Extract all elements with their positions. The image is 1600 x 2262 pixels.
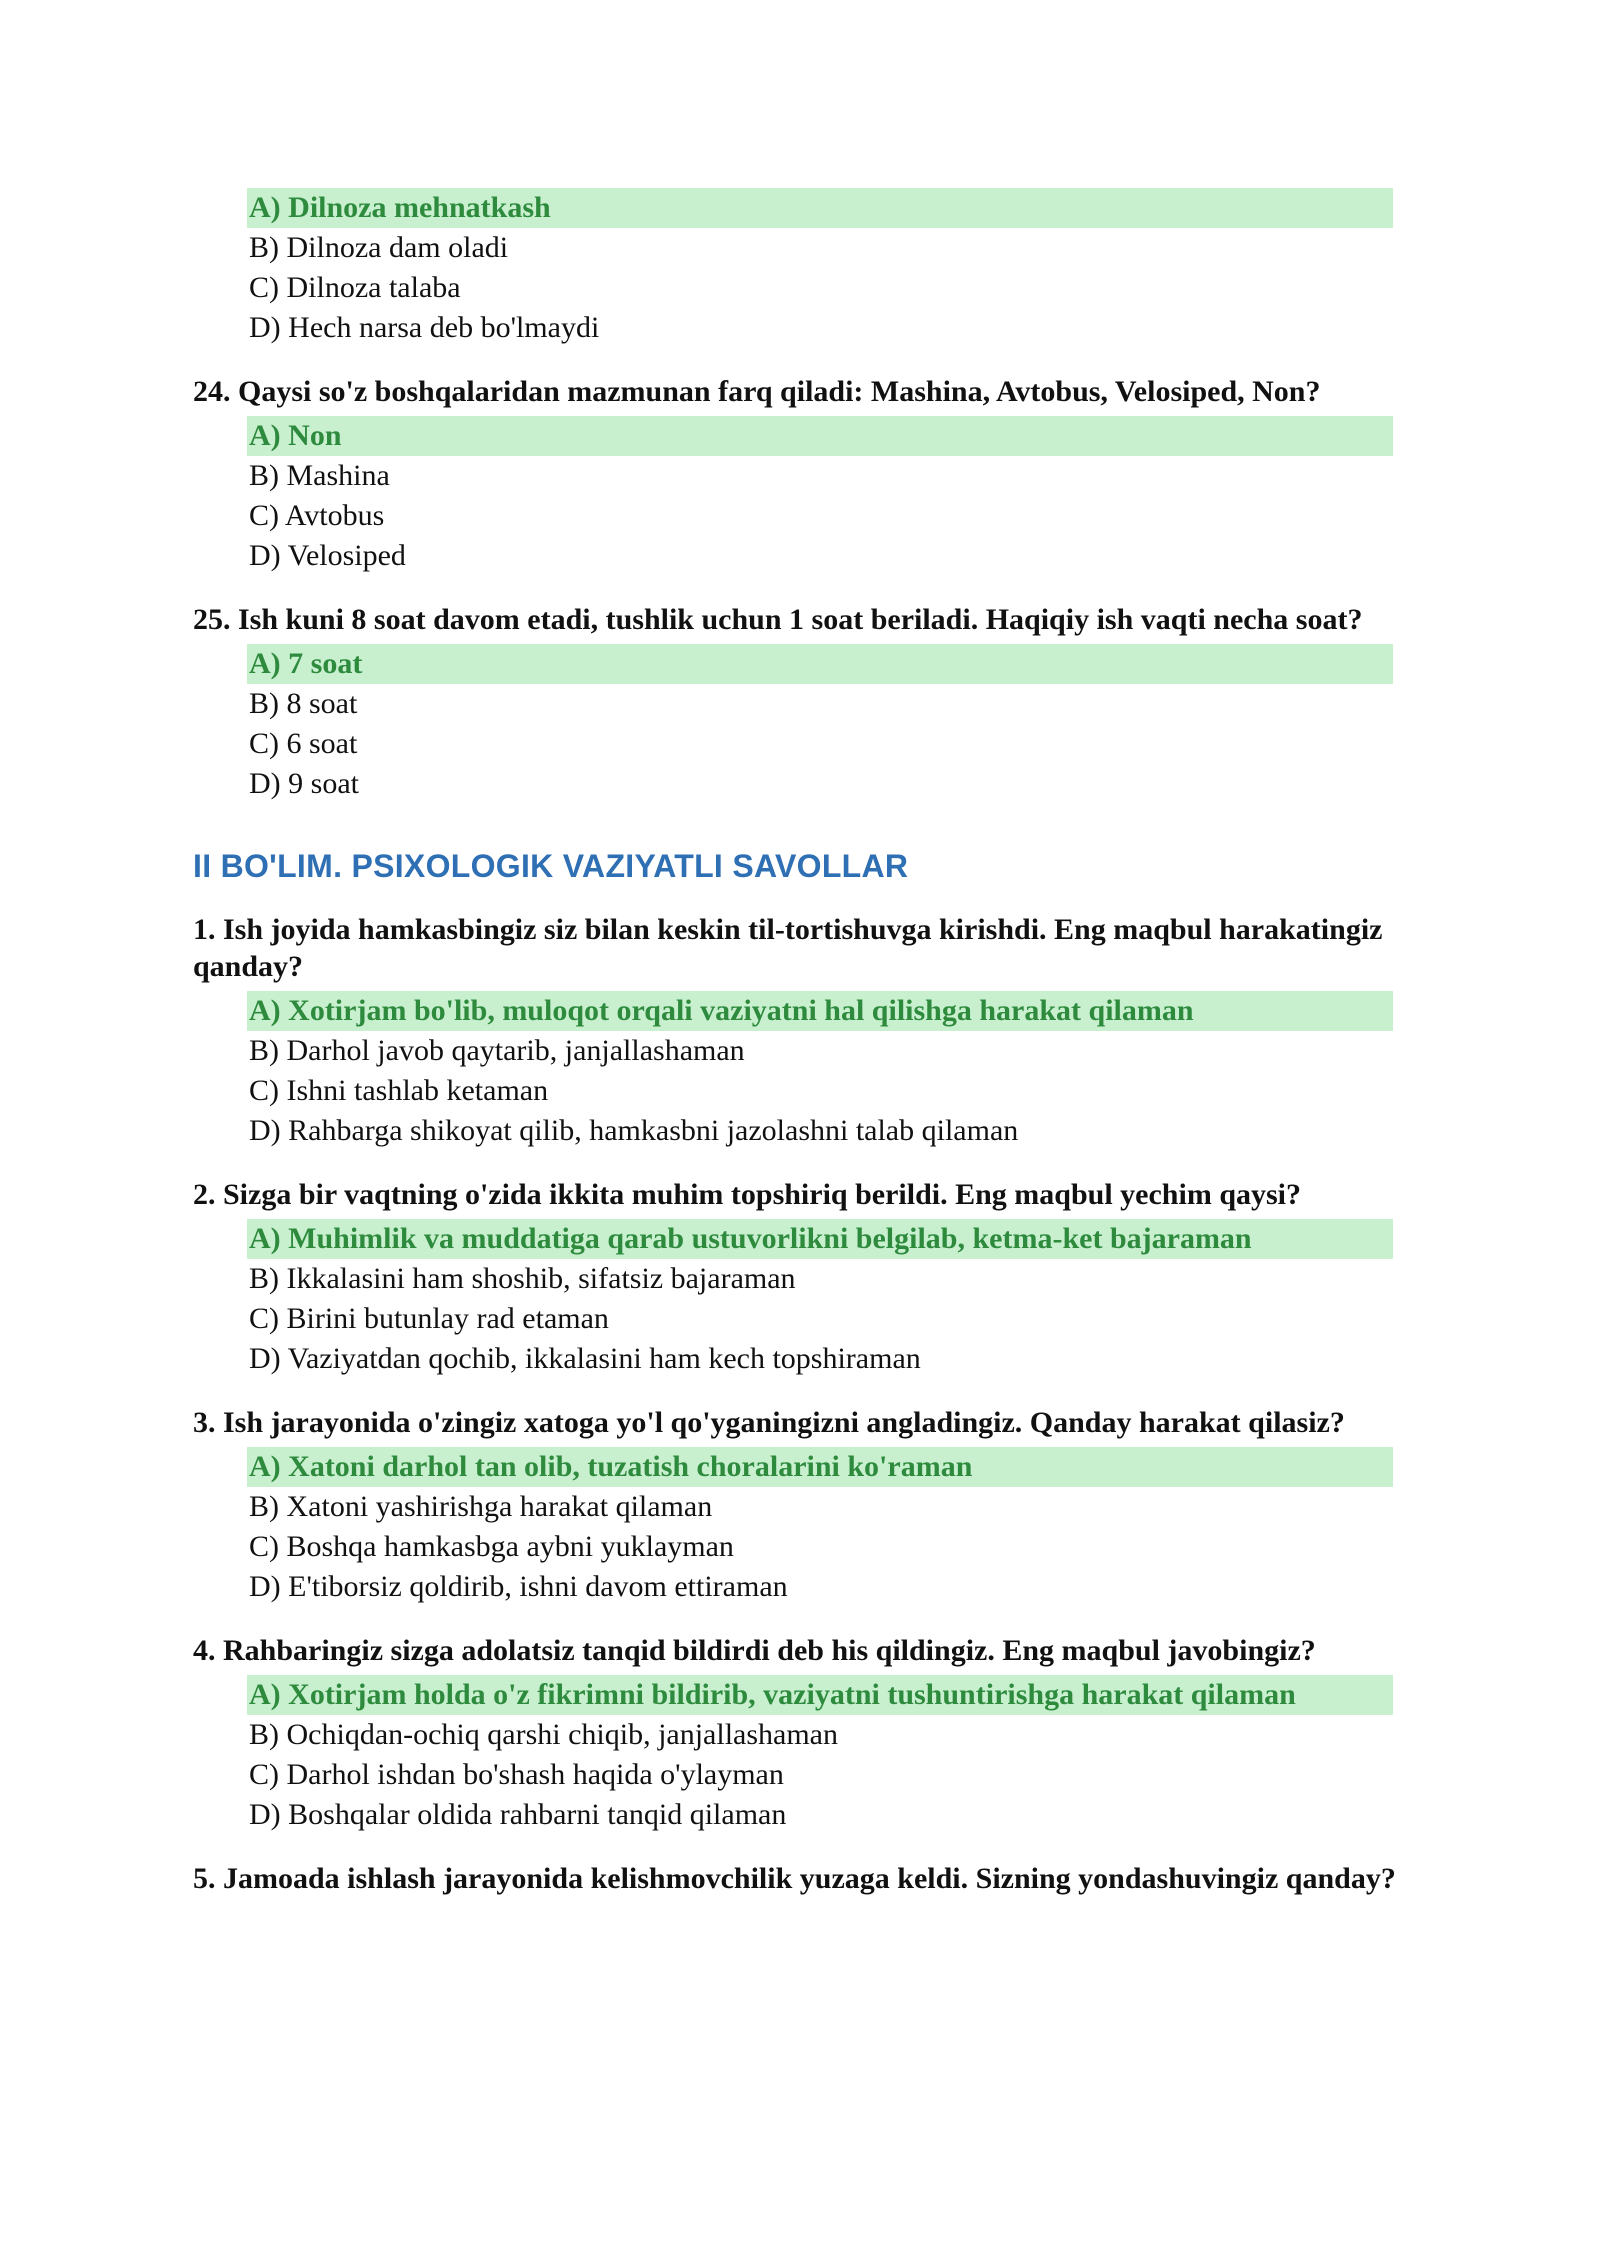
section-2-title: II BO'LIM. PSIXOLOGIK VAZIYATLI SAVOLLAR	[193, 848, 909, 884]
answer-option: B) Mashina	[249, 459, 390, 492]
correct-answer-option: A) 7 soat	[247, 644, 1393, 684]
question-block	[193, 1176, 1393, 1379]
answer-option: C) Boshqa hamkasbga aybni yuklayman	[249, 1530, 734, 1563]
answer-option: D) E'tiborsiz qoldirib, ishni davom ettiraman	[249, 1570, 788, 1603]
correct-answer-option: A) Muhimlik va muddatiga qarab ustuvorlikni belgilab, ketma-ket bajaraman	[247, 1219, 1393, 1259]
correct-answer-option: A) Xotirjam holda o'z fikrimni bildirib, vaziyatni tushuntirishga harakat qilaman	[247, 1675, 1393, 1715]
page-content	[193, 188, 1396, 1903]
correct-answer-option: A) Xatoni darhol tan olib, tuzatish choralarini ko'raman	[247, 1447, 1393, 1487]
answer-option: B) Ochiqdan-ochiq qarshi chiqib, janjallashaman	[249, 1718, 838, 1751]
answer-option: D) Hech narsa deb bo'lmaydi	[249, 311, 600, 344]
answer-option: C) 6 soat	[249, 727, 358, 760]
answer-option: C) Birini butunlay rad etaman	[249, 1302, 609, 1335]
answer-option: C) Avtobus	[249, 499, 385, 532]
question-text: 3. Ish jarayonida o'zingiz xatoga yo'l qo'yganingizni angladingiz. Qanday harakat qilasiz?	[193, 1406, 1345, 1439]
answer-option: C) Dilnoza talaba	[249, 271, 461, 304]
answer-option: B) Darhol javob qaytarib, janjallashaman	[249, 1034, 745, 1067]
answer-option: C) Darhol ishdan bo'shash haqida o'ylayman	[249, 1758, 784, 1791]
answer-option: B) Xatoni yashirishga harakat qilaman	[249, 1490, 713, 1523]
answer-options	[193, 188, 1393, 348]
answer-option: D) Rahbarga shikoyat qilib, hamkasbni jazolashni talab qilaman	[249, 1114, 1019, 1147]
question-block	[193, 601, 1393, 804]
answer-option: D) Velosiped	[249, 539, 406, 572]
question-text: 5. Jamoada ishlash jarayonida kelishmovchilik yuzaga keldi. Sizning yondashuvingiz qanday?	[193, 1862, 1396, 1895]
section-2-questions	[193, 911, 1396, 1897]
answer-option: D) Vaziyatdan qochib, ikkalasini ham kech topshiraman	[249, 1342, 921, 1375]
question-block	[193, 1632, 1393, 1835]
answer-option: D) Boshqalar oldida rahbarni tanqid qilaman	[249, 1798, 787, 1831]
question-block	[193, 373, 1393, 576]
answer-option: D) 9 soat	[249, 767, 359, 800]
question-text: 2. Sizga bir vaqtning o'zida ikkita muhim topshiriq berildi. Eng maqbul yechim qaysi?	[193, 1178, 1302, 1211]
question-block	[193, 1860, 1396, 1897]
question-text: 24. Qaysi so'z boshqalaridan mazmunan farq qiladi: Mashina, Avtobus, Velosiped, Non?	[193, 375, 1321, 408]
answer-option: B) 8 soat	[249, 687, 358, 720]
correct-answer-option: A) Dilnoza mehnatkash	[247, 188, 1393, 228]
correct-answer-option: A) Non	[247, 416, 1393, 456]
question-block	[193, 1404, 1393, 1607]
question-block	[193, 911, 1393, 1151]
answer-option: B) Dilnoza dam oladi	[249, 231, 509, 264]
question-text: 1. Ish joyida hamkasbingiz siz bilan keskin til-tortishuvga kirishdi. Eng maqbul harakatingiz qanday?	[193, 913, 1383, 983]
answer-option: B) Ikkalasini ham shoshib, sifatsiz bajaraman	[249, 1262, 796, 1295]
question-text: 4. Rahbaringiz sizga adolatsiz tanqid bildirdi deb his qildingiz. Eng maqbul javobingiz?	[193, 1634, 1316, 1667]
correct-answer-option: A) Xotirjam bo'lib, muloqot orqali vaziyatni hal qilishga harakat qilaman	[247, 991, 1393, 1031]
section-1-questions	[193, 373, 1393, 804]
answer-option: C) Ishni tashlab ketaman	[249, 1074, 549, 1107]
question-text: 25. Ish kuni 8 soat davom etadi, tushlik uchun 1 soat beriladi. Haqiqiy ish vaqti necha soat?	[193, 603, 1363, 636]
